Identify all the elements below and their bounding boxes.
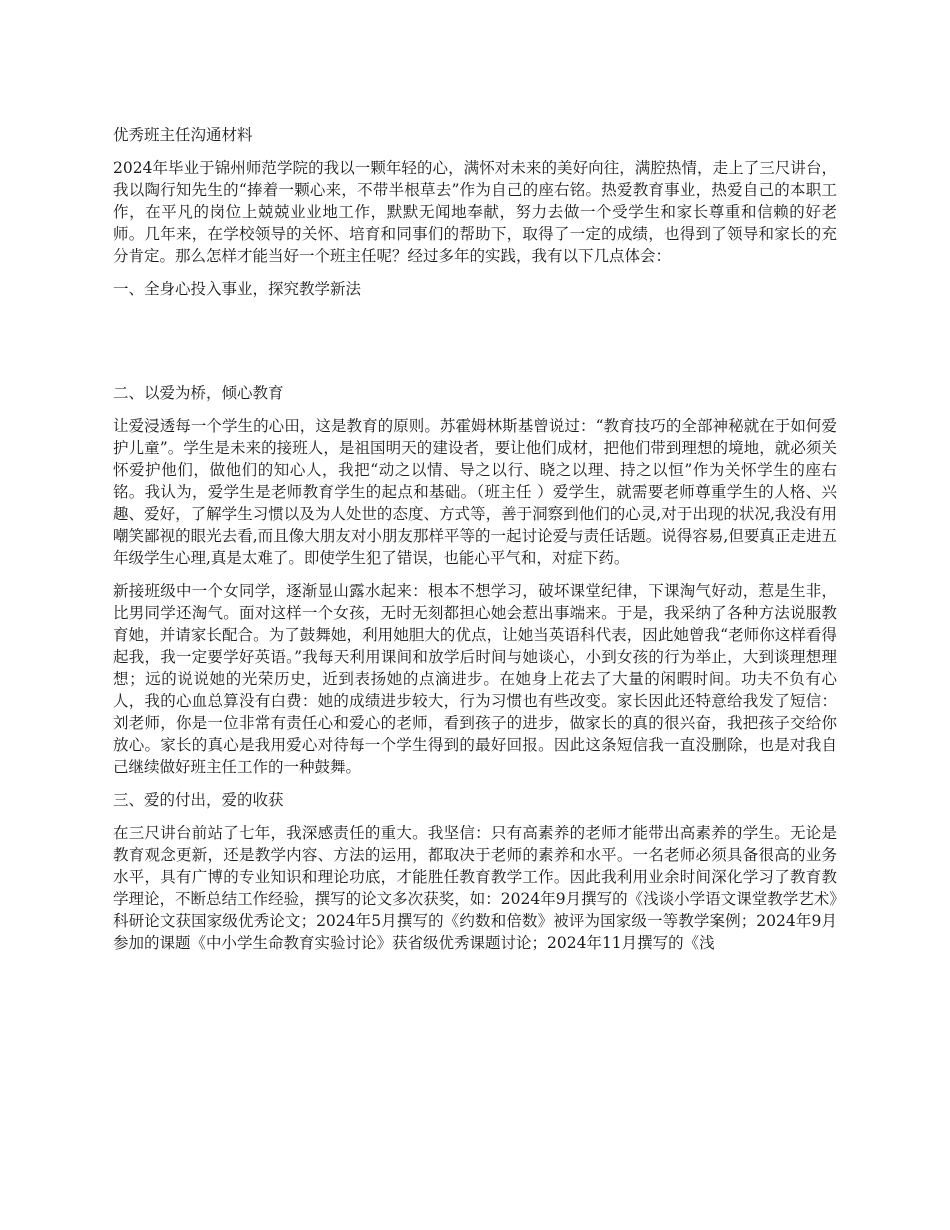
document-title: 优秀班主任沟通材料 [113,126,253,144]
section-3-paragraph-1: 在三尺讲台前站了七年，我深感责任的重大。我坚信：只有高素养的老师才能带出高素养的学生。无论是教育观念更新，还是教学内容、方法的运用，都取决于老师的素养和水平。一名老师必须具备很高的业务水平，具有广博的专业知识和理论功底，才能胜任教育教学工作。因此我利用业余时间深化学习了教育教学理论，不断总结工作经验，撰写的论文多次获奖，如：2024年9月撰写的《浅谈小学语文课堂教学艺术》科研论文获国家级优秀论文；2024年5月撰写的《约数和倍数》被评为国家级一等教学案例；2024年9月参加的课题《中小学生命教育实验讨论》获省级优秀课题讨论；2024年11月撰写的《浅 [113,824,837,952]
section-2-heading: 二、以爱为桥，倾心教育 [113,384,284,402]
section-2-paragraph-2: 新接班级中一个女同学，逐渐显山露水起来：根本不想学习，破坏课堂纪律，下课淘气好动，惹是生非，比男同学还淘气。面对这样一个女孩，无时无刻都担心她会惹出事端来。于是，我采纳了各种方法说服教育她，并请家长配合。为了鼓舞她，利用她胆大的优点，让她当英语科代表，因此她曾我“老师你这样看得起我，我一定要学好英语。”我每天利用课间和放学后时间与她谈心，小到女孩的行为举止，大到谈理想理想；远的说说她的光荣历史，近到表扬她的点滴进步。在她身上花去了大量的闲暇时间。功夫不负有心人，我的心血总算没有白费：她的成绩进步较大，行为习惯也有些改变。家长因此还特意给我发了短信：刘老师，你是一位非常有责任心和爱心的老师，看到孩子的进步，做家长的真的很兴奋，我把孩子交给你放心。家长的真心是我用爱心对待每一个学生得到的最好回报。因此这条短信我一直没删除，也是对我自己继续做好班主任工作的一种鼓舞。 [113,582,837,776]
section-3-heading: 三、爱的付出，爱的收获 [113,791,284,809]
intro-paragraph: 2024年毕业于锦州师范学院的我以一颗年轻的心，满怀对未来的美好向往，满腔热情，走上了三尺讲台，我以陶行知先生的“捧着一颗心来，不带半根草去”作为自己的座右铭。热爱教育事业，热爱自己的本职工作，在平凡的岗位上兢兢业业地工作，默默无闻地奉献，努力去做一个受学生和家长尊重和信赖的好老师。几年来，在学校领导的关怀、培育和同事们的帮助下，取得了一定的成绩，也得到了领导和家长的充分肯定。那么怎样才能当好一个班主任呢？经过多年的实践，我有以下几点体会： [113,159,837,265]
section-2-paragraph-1: 让爱浸透每一个学生的心田，这是教育的原则。苏霍姆林斯基曾说过：“教育技巧的全部神秘就在于如何爱护儿童”。学生是未来的接班人，是祖国明天的建设者，要让他们成材，把他们带到理想的境地，就必须关怀爱护他们，做他们的知心人，我把“动之以情、导之以行、晓之以理、持之以恒”作为关怀学生的座右铭。我认为，爱学生是老师教育学生的起点和基础。（班主任 ）爱学生，就需要老师尊重学生的人格、兴趣、爱好，了解学生习惯以及为人处世的态度、方式等，善于洞察到他们的心灵,对于出现的状况,我没有用嘲笑鄙视的眼光去看,而且像大朋友对小朋友那样平等的一起讨论爱与责任话题。说得容易,但要真正走进五年级学生心理,真是太难了。即使学生犯了错误，也能心平气和，对症下药。 [113,417,837,567]
document-body [113,124,837,965]
section-1-heading: 一、全身心投入事业，探究教学新法 [113,280,362,298]
blank-space [113,311,837,382]
